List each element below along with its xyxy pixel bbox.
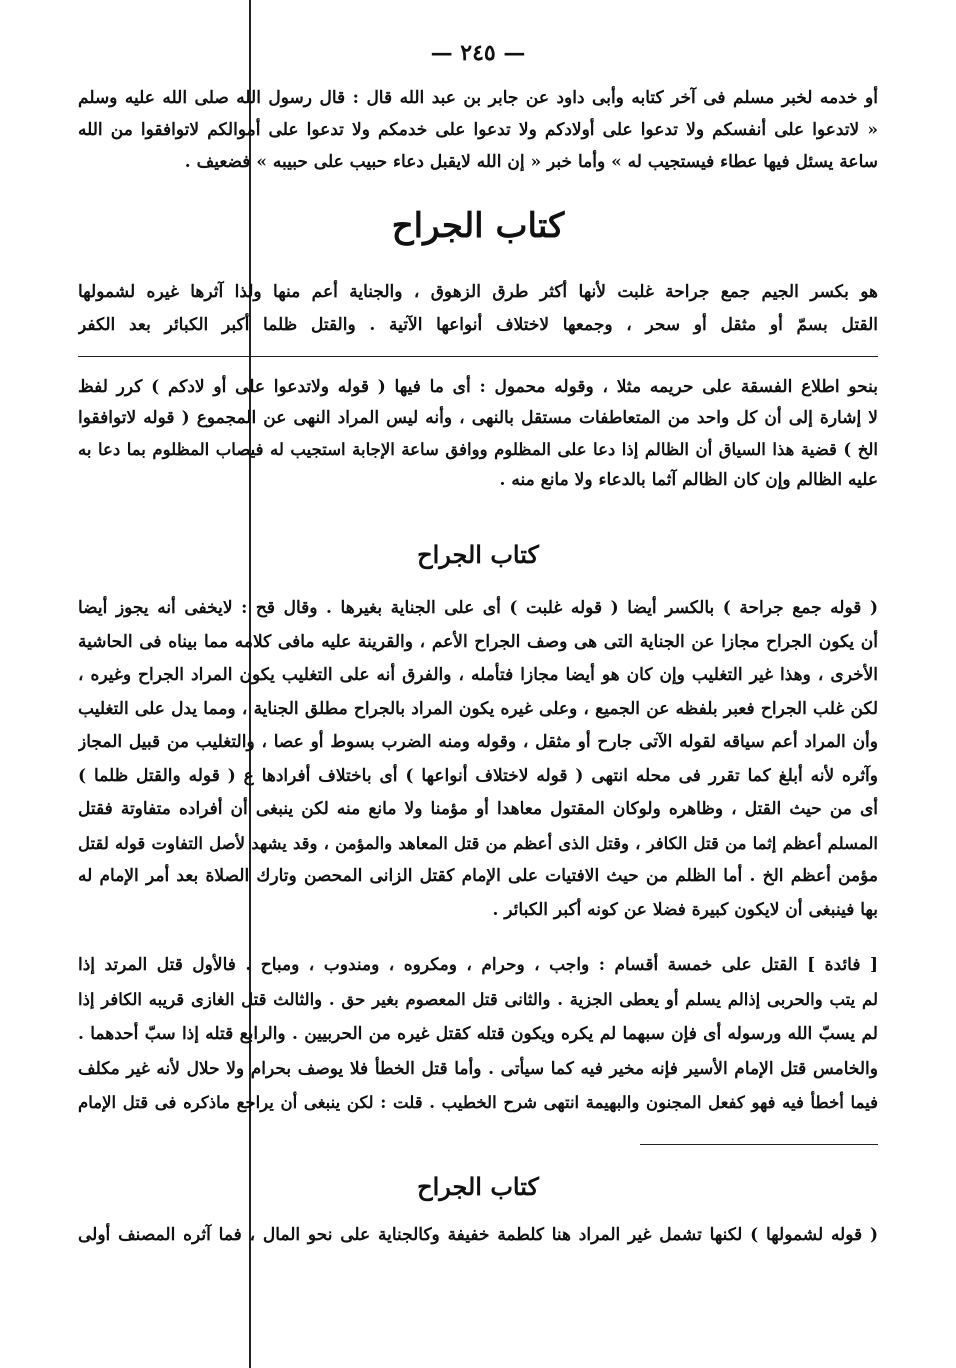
section-divider — [78, 356, 878, 357]
text-line: وآثره لأنه أبلغ كما تقرر فى محله انتهى ( قوله لاختلاف أنواعها ) أى باختلاف أفرادها ع ( قوله والقتل ظلما ) — [78, 765, 878, 786]
text-line: مؤمن أعظم الخ . أما الظلم من حيث الافتيات على الإمام كقتل الزانى المحصن وتارك الصلاة بعد أمر الإمام له — [78, 866, 878, 886]
commentary-3 — [78, 1218, 878, 1252]
text-line: أى من حيث القتل ، وظاهره ولوكان المقتول معاهدا أو مؤمنا ولا مانع منه لكن ينبغى أن أفراده متفاوتة فقتل — [78, 799, 878, 819]
text-line: ( قوله جمع جراحة ) بالكسر أيضا ( قوله غلبت ) أى على الجناية بغيرها . وقال قح : لايخفى أنه يجوز أيضا — [78, 598, 878, 618]
text-line: أو خدمه لخبر مسلم فى آخر كتابه وأبى داود عن جابر بن عبد الله قال : قال رسول الله صلى الله عليه وسلم — [78, 88, 878, 108]
short-divider — [640, 1144, 878, 1145]
text-line: فيما أخطأ فيه فهو كفعل المجنون والبهيمة انتهى شرح الخطيب . قلت : لكن ينبغى أن يراجع ماذكره فى قتل الإمام — [78, 1093, 878, 1112]
text-line: [ فائدة ] القتل على خمسة أقسام : واجب ، وحرام ، ومكروه ، ومندوب ، ومباح . فالأول قتل المرتد إذا — [78, 955, 878, 975]
commentary-title-2: كتاب الجراح — [417, 1172, 539, 1201]
text-line: لم يتب والحربى إذالم يسلم أو يعطى الجزية . والثانى قتل المعصوم بغير حق . والثالث قتل الغازى قريبه الكافر إذا — [78, 989, 878, 1009]
commentary-1 — [78, 592, 878, 927]
text-line: عليه الظالم وإن كان الظالم آثما بالدعاء ولا مانع منه . — [499, 470, 878, 490]
text-line: الأخرى ، وهذا غير التغليب وإن كان هو أيضا مجازا فتأمله ، والفرق أنه على التغليب يكون المراد الجراح وغيره ، — [78, 665, 878, 685]
text-line: ساعة يسئل فيها عطاء فيستجيب له » وأما خبر « إن الله لايقبل دعاء حبيب على حبيبه » فضعيف . — [184, 152, 878, 172]
text-line: الخ ) قضية هذا السياق أن الظالم إذا دعا على المظلوم ووافق ساعة الإجابة استجيب له فيصاب المظلوم بما دعا به — [78, 440, 878, 459]
text-line: أن يكون الجراح مجازا عن الجناية التى هى وصف الجراح الأعم ، والقرينة عليه مافى كلامه مما بيناه فى الحاشية — [78, 631, 878, 652]
commentary-2-faida — [78, 948, 878, 1121]
page-number: — ٢٤٥ — — [430, 40, 526, 66]
commentary-title-1: كتاب الجراح — [417, 540, 539, 569]
text-line: ( قوله لشمولها ) لكنها تشمل غير المراد هنا كلطمة خفيفة وكالجناية على نحو المال ، فما آثره المصنف أولى — [78, 1225, 878, 1245]
text-line: لم يسبّ الله ورسوله أى فإن سبهما لم يكره ويكون قتله كقتل غيره من الحربيين . والرابع قتله إذا سبّ أحدهما . — [78, 1024, 878, 1044]
footnote-top — [78, 372, 878, 496]
text-line: وأن المراد أعم سياقه لقوله الآتى جارح أو مثقل ، وقوله ومنه الضرب بسوط أو عصا ، والتغليب من قبيل المجاز — [78, 732, 878, 752]
book-title-main: كتاب الجراح — [391, 206, 565, 246]
text-line: بها فينبغى أن لايكون كبيرة فضلا عن كونه أكبر الكبائر . — [492, 899, 878, 920]
text-line: « لاتدعوا على أنفسكم ولا تدعوا على أولادكم ولا تدعوا على خدمكم ولا تدعوا على أموالكم لاتوافقوا من الله — [78, 120, 878, 140]
main-text-jarah — [78, 276, 878, 342]
text-line: بنحو اطلاع الفسقة على حريمه مثلا ، وقوله محمول : أى ما فيها ( قوله ولاتدعوا على أو لادكم ) كرر لفظ — [78, 377, 878, 397]
text-line: هو بكسر الجيم جمع جراحة غلبت لأنها أكثر طرق الزهوق ، والجناية أعم منها ولذا آثرها غيره لشمولها — [78, 282, 878, 302]
text-line: المسلم أعظم إثما من قتل الكافر ، وقتل الذى أعظم من قتل المعاهد والمؤمن ، وقد يشهد لأصل التفاوت قوله لقتل — [78, 833, 878, 853]
text-line: لا إشارة إلى أن كل واحد من المتعاطفات مستقل بالنهى ، وأنه ليس المراد النهى عن المجموع ( قوله لاتوافقوا — [78, 408, 878, 428]
text-line: لكن غلب الجراح فعبر بلفظه عن الجميع ، وعلى غيره يكون المراد بالجراح مطلق الجناية ، ومما يدل على التغليب — [78, 698, 878, 719]
text-line: القتل بسمّ أو مثقل أو سحر ، وجمعها لاختلاف أنواعها الآتية . والقتل ظلما أكبر الكبائر بعد الكفر — [78, 315, 878, 335]
main-text-top — [78, 82, 878, 178]
text-line: والخامس قتل الإمام الأسير فإنه مخير فيه كما سيأتى . وأما قتل الخطأ فلا يوصف بحرام ولا حلال لأنه غير مكلف — [78, 1058, 878, 1079]
